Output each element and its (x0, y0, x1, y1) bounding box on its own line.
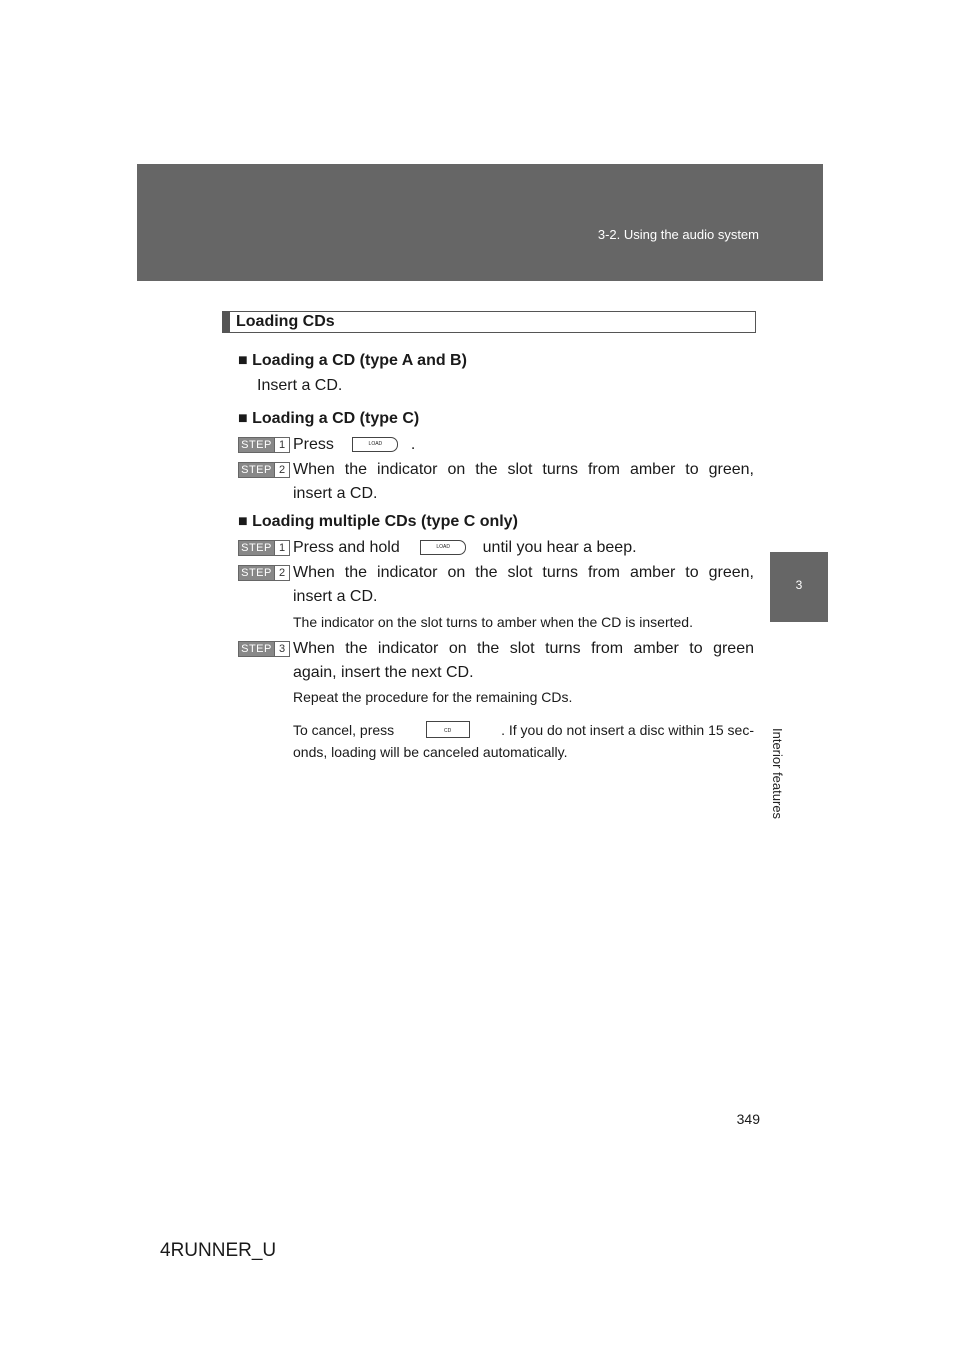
subheading-type-ab (238, 352, 467, 370)
multi-step3-line1: When the indicator on the slot turns from amber to green (293, 640, 754, 657)
cancel-note-line1 (293, 721, 754, 738)
step-badge-2 (238, 565, 290, 581)
step-label: STEP (239, 541, 274, 555)
multi-step2-note: The indicator on the slot turns to amber when the CD is inserted. (293, 614, 693, 630)
type-ab-text: Insert a CD. (257, 377, 343, 394)
type-c-step2-line1: When the indicator on the slot turns from amber to green, (293, 461, 754, 478)
step-label: STEP (239, 463, 274, 477)
chapter-label-container (770, 622, 828, 820)
step-number: 2 (274, 463, 289, 477)
page-number: 349 (736, 1111, 760, 1127)
multi-step3-note: Repeat the procedure for the remaining CDs. (293, 689, 573, 705)
subheading-text: Loading a CD (type A and B) (252, 352, 467, 369)
bullet-icon: ■ (238, 410, 248, 427)
step-badge-1 (238, 437, 290, 453)
step-badge-1 (238, 540, 290, 556)
multi-step1-text (293, 539, 637, 557)
chapter-label: Interior features (770, 728, 785, 820)
step-text-post: until you hear a beep. (482, 539, 637, 556)
step-label: STEP (239, 566, 274, 580)
header-section-title: 3-2. Using the audio system (597, 227, 759, 242)
cancel-note-line2: onds, loading will be canceled automatically. (293, 744, 568, 760)
bullet-icon: ■ (238, 352, 248, 369)
step-number: 3 (274, 642, 289, 656)
cancel-text-post: . If you do not insert a disc within 15 sec- (501, 721, 754, 738)
subheading-multi (238, 513, 518, 531)
step-number: 1 (274, 541, 289, 555)
step-badge-3 (238, 641, 290, 657)
chapter-number: 3 (795, 578, 803, 592)
multi-step3-line2: again, insert the next CD. (293, 664, 474, 681)
cd-button-icon: CD (426, 721, 470, 738)
subheading-text: Loading a CD (type C) (252, 410, 420, 427)
type-c-step2-line2: insert a CD. (293, 485, 378, 502)
step-number: 2 (274, 566, 289, 580)
step-text-post: . (410, 436, 416, 453)
subheading-text: Loading multiple CDs (type C only) (252, 513, 518, 530)
step-text: Press (293, 436, 334, 453)
step-number: 1 (274, 438, 289, 452)
subheading-type-c (238, 410, 419, 428)
multi-step2-line1: When the indicator on the slot turns from amber to green, (293, 564, 754, 581)
load-button-icon: LOAD (420, 540, 466, 555)
step-label: STEP (239, 438, 274, 452)
chapter-tab (770, 552, 828, 622)
type-c-step1-text (293, 436, 415, 454)
load-button-icon: LOAD (352, 437, 398, 452)
step-badge-2 (238, 462, 290, 478)
bullet-icon: ■ (238, 513, 248, 530)
step-text: Press and hold (293, 539, 400, 556)
multi-step2-line2: insert a CD. (293, 588, 378, 605)
footer-code: 4RUNNER_U (160, 1240, 277, 1261)
page-header (137, 164, 823, 281)
step-label: STEP (239, 642, 274, 656)
section-title: Loading CDs (222, 311, 756, 333)
cancel-text: To cancel, press (293, 721, 395, 738)
